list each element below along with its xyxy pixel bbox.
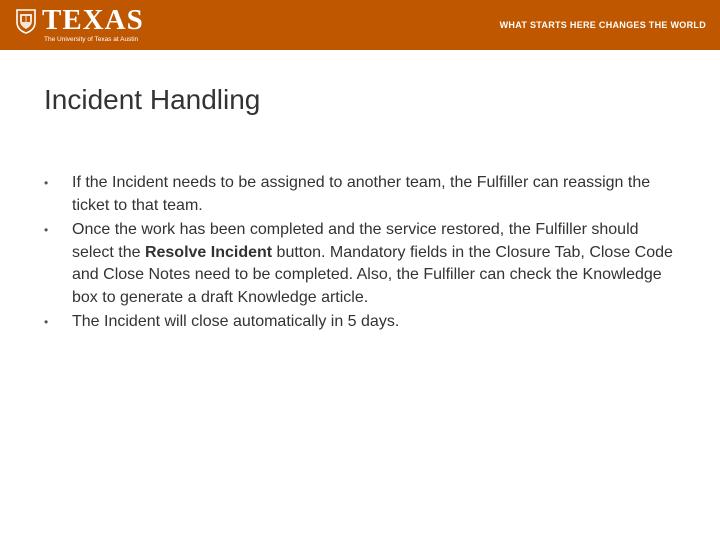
logo-wordmark: TEXAS [42,4,144,36]
tagline: WHAT STARTS HERE CHANGES THE WORLD [499,20,706,30]
bullet-text: If the Incident needs to be assigned to another team, the Fulfiller can reassign the ticket to that team. [72,174,651,214]
bullet-dot: • [44,223,49,237]
bullet-dot: • [44,315,49,329]
header-bar [0,0,720,50]
ut-logo [15,6,144,44]
bullet-dot: • [44,176,49,190]
bullet-text-before: Once the work has been completed and the service restored, the Fulfiller should select the [72,221,639,261]
bullet-text [72,221,673,306]
bullet-text-bold: Resolve Incident [144,243,273,261]
bullet-list [44,172,684,336]
bullet-text: The Incident will close automatically in 5 days. [72,313,400,330]
bullet-item [44,172,684,217]
logo-subtitle: The University of Texas at Austin [44,36,139,43]
bullet-item [44,219,684,309]
bullet-item [44,311,684,334]
slide-title: Incident Handling [44,84,261,115]
bullet-text-after: button. Mandatory fields in the Closure Tab, Close Code and Close Notes need to be completed. Also, the Fulfiller can check the Knowledge box to generate a draft Knowledge article. [72,243,673,306]
university-seal-icon [15,8,37,34]
